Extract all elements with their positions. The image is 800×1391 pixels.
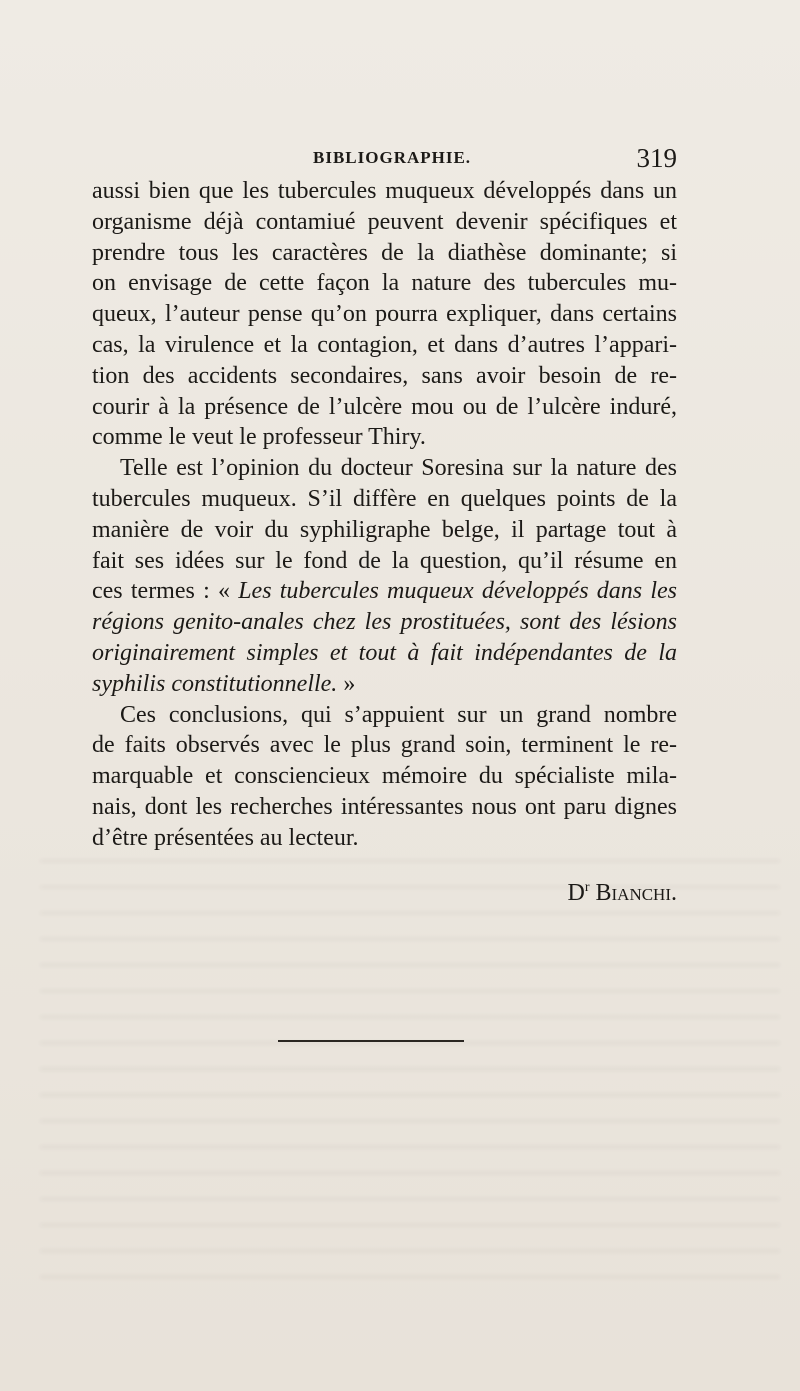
text-line: Telle est l’opinion du docteur Soresina sur la nature des — [120, 455, 677, 482]
text-line: queux, l’auteur pense qu’on pourra expliquer, dans certains — [92, 301, 677, 328]
quote-start-line — [92, 576, 677, 607]
signature-name: Bianchi. — [589, 880, 677, 906]
signature-prefix: D — [567, 880, 585, 906]
text-line: on envisage de cette façon la nature des tubercules mu- — [92, 270, 677, 297]
text-line: aussi bien que les tubercules muqueux développés dans un — [92, 178, 677, 204]
paragraph-2 — [92, 453, 677, 699]
text-line: courir à la présence de l’ulcère mou ou de l’ulcère induré, — [92, 393, 677, 420]
text-line: cas, la virulence et la contagion, et dans d’autres l’appari- — [92, 331, 677, 358]
quote-line: originairement simples et tout à fait indépendantes de la — [92, 639, 677, 666]
text-line: fait ses idées sur le fond de la question, qu’il résume en — [92, 547, 677, 574]
text-line: prendre tous les caractères de la diathèse dominante; si — [92, 239, 677, 266]
signature-superscript: r — [584, 880, 590, 895]
text-line: Ces conclusions, qui s’appuient sur un grand nombre — [120, 701, 677, 728]
paragraph-3 — [92, 700, 677, 854]
text-line: nais, dont les recherches intéressantes nous ont paru dignes — [92, 793, 677, 820]
text-line: de faits observés avec le plus grand soin, terminent le re- — [92, 732, 677, 759]
running-title: BIBLIOGRAPHIE. — [313, 148, 472, 167]
quote-text: Les tubercules muqueux développés dans les — [238, 578, 677, 605]
running-head — [313, 145, 677, 177]
quote-line: régions genito-anales chez les prostituées, sont des lésions — [92, 609, 677, 636]
quote-prefix: ces termes : « — [92, 578, 239, 605]
section-rule — [278, 1040, 464, 1042]
quote-text: syphilis constitutionnelle. — [92, 670, 338, 697]
signature — [567, 880, 677, 907]
quote-suffix: » — [337, 670, 356, 697]
text-line: comme le veut le professeur Thiry. — [92, 424, 426, 451]
main-text — [92, 176, 677, 854]
page-number: 319 — [636, 143, 677, 173]
paragraph-1 — [92, 176, 677, 453]
text-line: tubercules muqueux. S’il diffère en quelques points de la — [92, 485, 677, 512]
text-line: tion des accidents secondaires, sans avoir besoin de re- — [92, 362, 677, 389]
text-line: marquable et consciencieux mémoire du spécialiste mila- — [92, 763, 677, 790]
text-line: organisme déjà contamiué peuvent devenir spécifiques et — [92, 208, 677, 235]
quote-end-line — [92, 669, 677, 700]
text-line: d’être présentées au lecteur. — [92, 824, 359, 851]
bleedthrough-texture — [40, 860, 780, 1280]
text-line: manière de voir du syphiligraphe belge, il partage tout à — [92, 516, 677, 543]
